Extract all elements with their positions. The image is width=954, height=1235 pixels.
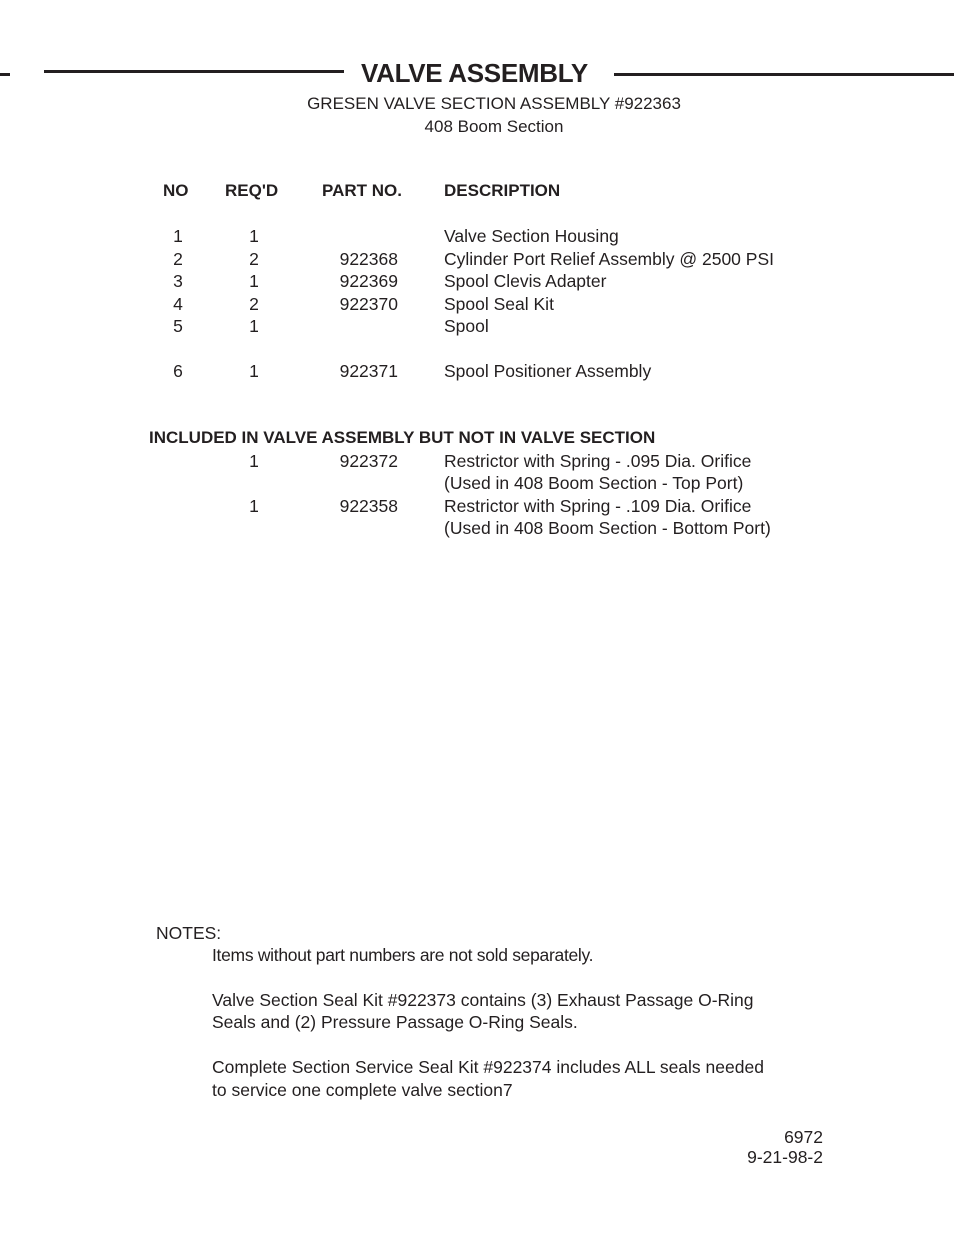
row-part-no: 922368 [339, 249, 398, 269]
row-description: Spool [444, 316, 489, 336]
row-reqd: 2 [249, 294, 259, 314]
row-description: Spool Positioner Assembly [444, 361, 652, 381]
row-no: 1 [173, 226, 183, 246]
row-reqd: 1 [249, 316, 259, 336]
col-header-part-no: PART NO. [322, 181, 402, 200]
row-description: Valve Section Housing [444, 226, 619, 246]
row-no: 2 [173, 249, 183, 269]
row-reqd: 1 [249, 496, 259, 516]
row-no: 3 [173, 271, 183, 291]
note-line: Valve Section Seal Kit #922373 contains (3) Exhaust Passage O-Ring [212, 990, 754, 1010]
row-part-no: 922369 [339, 271, 398, 291]
row-reqd: 2 [249, 249, 259, 269]
row-part-no: 922372 [339, 451, 398, 471]
row-part-no: 922370 [339, 294, 398, 314]
document-number: 6972 [784, 1127, 823, 1147]
row-reqd: 1 [249, 451, 259, 471]
row-description: Restrictor with Spring - .109 Dia. Orifice [444, 496, 752, 516]
title-rule-left-stub [0, 73, 10, 76]
row-no: 6 [173, 361, 183, 381]
note-line: Items without part numbers are not sold separately. [212, 945, 594, 965]
row-no: 4 [173, 294, 183, 314]
note-line: Complete Section Service Seal Kit #922374 includes ALL seals needed [212, 1057, 764, 1077]
note-line: to service one complete valve section7 [212, 1080, 513, 1100]
row-part-no: 922358 [339, 496, 398, 516]
row-description: Spool Clevis Adapter [444, 271, 607, 291]
assembly-subtitle: GRESEN VALVE SECTION ASSEMBLY #922363 [307, 94, 681, 113]
section-subtitle: 408 Boom Section [424, 117, 564, 136]
col-header-description: DESCRIPTION [444, 181, 561, 200]
row-description: Cylinder Port Relief Assembly @ 2500 PSI [444, 249, 774, 269]
title-rule-left [44, 70, 344, 73]
row-description-note: (Used in 408 Boom Section - Top Port) [444, 473, 744, 493]
row-description: Restrictor with Spring - .095 Dia. Orifice [444, 451, 752, 471]
note-line: Seals and (2) Pressure Passage O-Ring Seals. [212, 1012, 578, 1032]
row-no: 5 [173, 316, 183, 336]
col-header-reqd: REQ'D [225, 181, 279, 200]
row-reqd: 1 [249, 226, 259, 246]
page-title: VALVE ASSEMBLY [361, 58, 588, 88]
notes-heading: NOTES: [156, 923, 222, 943]
included-heading: INCLUDED IN VALVE ASSEMBLY BUT NOT IN VALVE SECTION [149, 428, 656, 447]
title-rule-right [614, 73, 954, 76]
row-reqd: 1 [249, 361, 259, 381]
row-reqd: 1 [249, 271, 259, 291]
row-description: Spool Seal Kit [444, 294, 554, 314]
row-description-note: (Used in 408 Boom Section - Bottom Port) [444, 518, 771, 538]
col-header-no: NO [163, 181, 189, 200]
row-part-no: 922371 [339, 361, 398, 381]
date-code: 9-21-98-2 [747, 1147, 823, 1167]
